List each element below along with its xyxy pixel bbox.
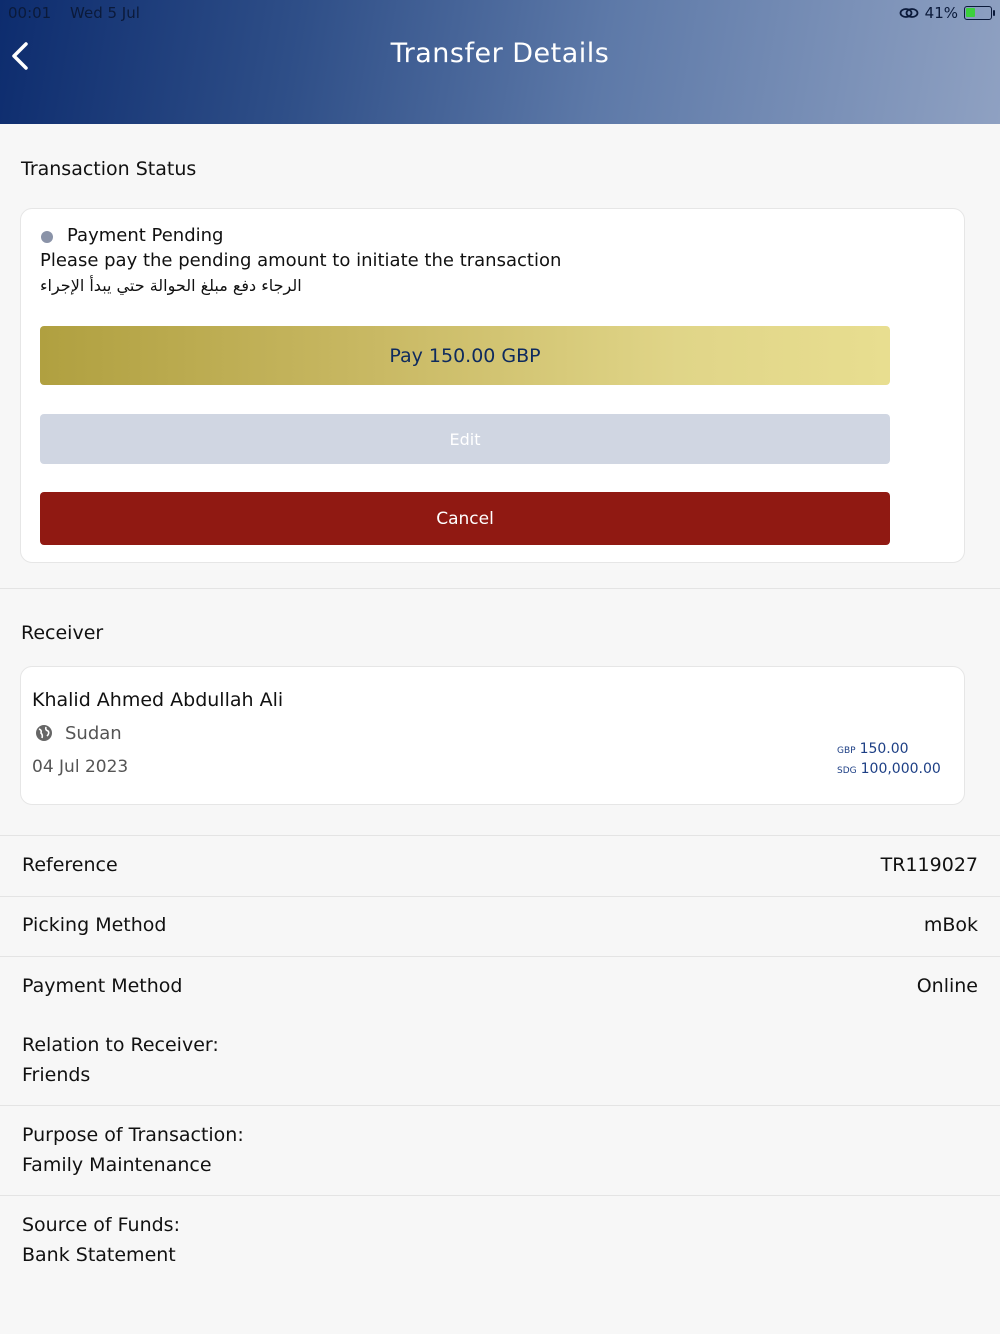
source-of-funds-value: Bank Statement xyxy=(22,1244,176,1266)
reference-value: TR119027 xyxy=(880,854,978,876)
receiver-name: Khalid Ahmed Abdullah Ali xyxy=(32,689,284,711)
status-time: 00:01 xyxy=(8,4,52,22)
receive-amount xyxy=(837,761,941,777)
relation-label: Relation to Receiver: xyxy=(22,1034,219,1056)
edit-button[interactable]: Edit xyxy=(40,414,890,464)
status-message-arabic: الرجاء دفع مبلغ الحوالة حتي يبدأ الإجراء xyxy=(40,276,302,295)
divider xyxy=(0,956,1000,957)
page-title: Transfer Details xyxy=(390,38,610,69)
source-of-funds-label: Source of Funds: xyxy=(22,1214,180,1236)
transfer-date: 04 Jul 2023 xyxy=(32,757,129,777)
send-amount xyxy=(837,741,909,757)
status-date: Wed 5 Jul xyxy=(70,4,140,22)
pay-button[interactable]: Pay 150.00 GBP xyxy=(40,326,890,385)
receiver-country: Sudan xyxy=(65,723,122,744)
globe-icon xyxy=(35,724,53,742)
battery-level xyxy=(966,8,975,17)
transaction-status-card xyxy=(20,208,965,563)
divider xyxy=(0,1105,1000,1106)
send-currency: GBP xyxy=(837,746,856,756)
status-dot-icon xyxy=(41,231,53,243)
payment-method-label: Payment Method xyxy=(22,975,183,997)
receive-currency: SDG xyxy=(837,766,857,776)
reference-label: Reference xyxy=(22,854,118,876)
payment-method-value: Online xyxy=(916,975,978,997)
status-label: Payment Pending xyxy=(67,225,224,246)
receive-amount-value: 100,000.00 xyxy=(860,761,941,777)
picking-method-value: mBok xyxy=(923,914,978,936)
relation-value: Friends xyxy=(22,1064,91,1086)
send-amount-value: 150.00 xyxy=(859,741,909,757)
divider xyxy=(0,896,1000,897)
picking-method-label: Picking Method xyxy=(22,914,167,936)
header-bar xyxy=(0,0,1000,124)
receiver-heading: Receiver xyxy=(21,622,104,644)
status-bar xyxy=(0,0,1000,26)
battery-icon xyxy=(964,6,992,20)
battery-percent: 41% xyxy=(924,4,958,22)
link-icon xyxy=(899,6,919,20)
status-message: Please pay the pending amount to initiate the transaction xyxy=(40,250,562,271)
transaction-status-heading: Transaction Status xyxy=(21,158,197,180)
status-indicators xyxy=(899,4,992,22)
purpose-value: Family Maintenance xyxy=(22,1154,212,1176)
receiver-card[interactable] xyxy=(20,666,965,805)
divider xyxy=(0,1195,1000,1196)
divider xyxy=(0,588,1000,589)
status-time-date xyxy=(8,4,154,22)
purpose-label: Purpose of Transaction: xyxy=(22,1124,244,1146)
divider xyxy=(0,835,1000,836)
cancel-button[interactable]: Cancel xyxy=(40,492,890,545)
